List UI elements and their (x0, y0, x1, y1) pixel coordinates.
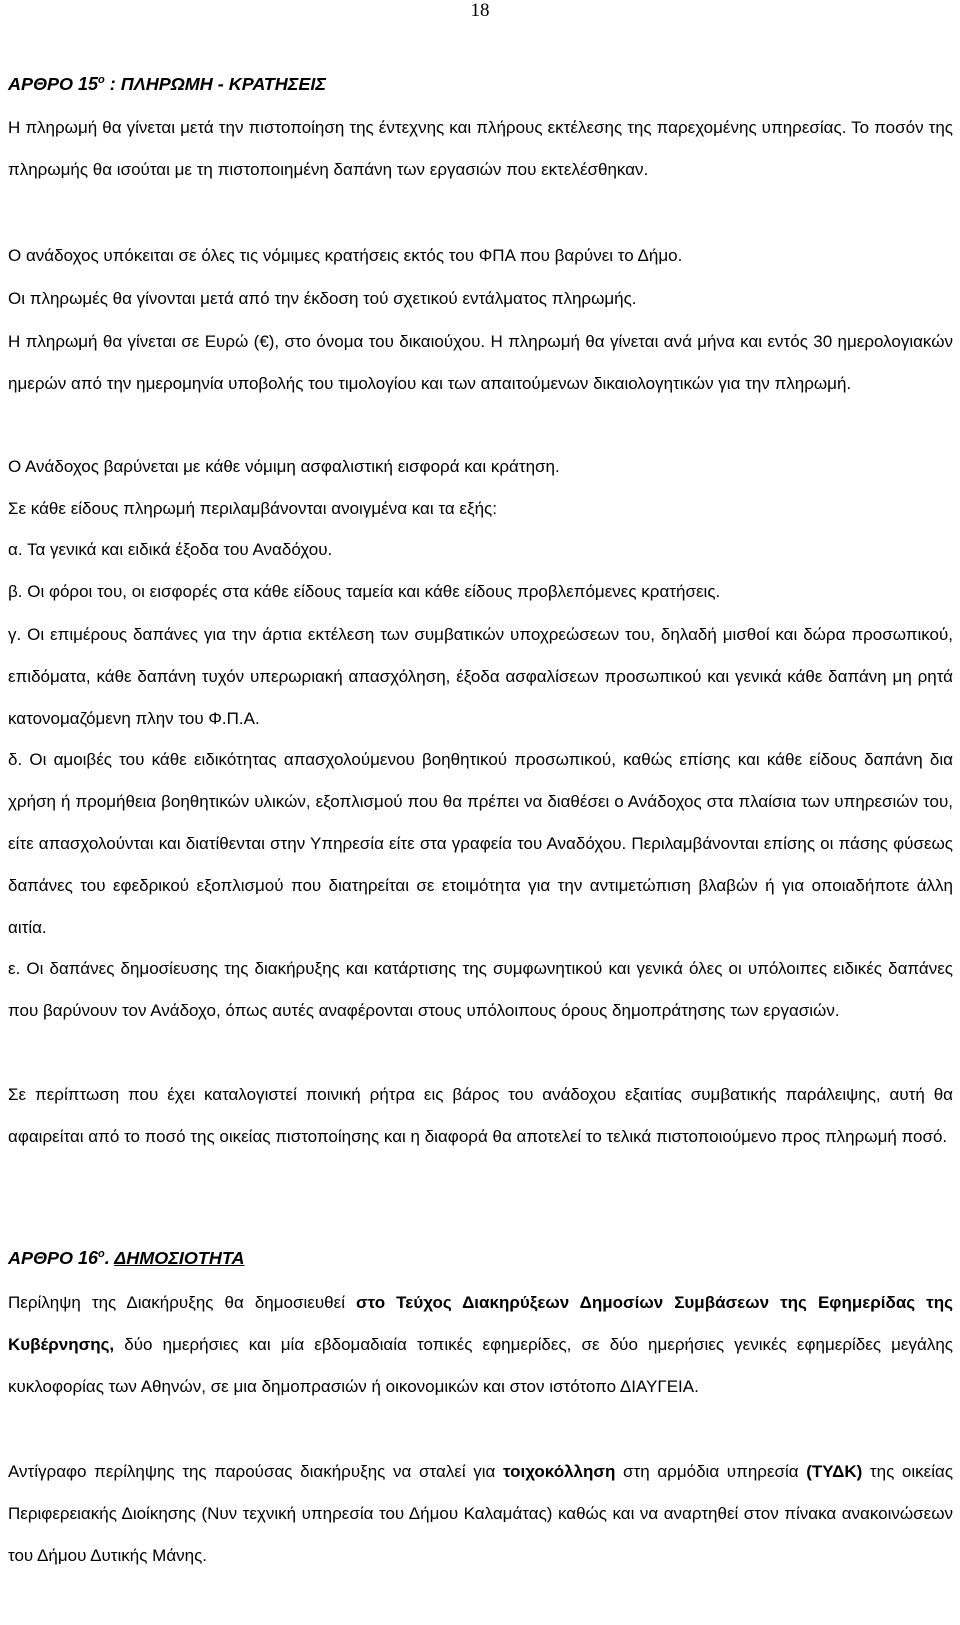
tydk-abbrev: (ΤΥΔΚ) (806, 1462, 863, 1481)
article-16-paragraph-publication: Περίληψη της Διακήρυξης θα δημοσιευθεί στο Τεύχος Διακηρύξεων Δημοσίων Συμβάσεων της Εφημερίδας της Κυβέρνησης, δύο ημερήσιες και μία εβδομαδιαία τοπικές εφημερίδες, σε δύο ημερήσιες γενικές εφημερίδες μεγάλης κυκλοφορίας των Αθηνών, σε μια δημοπρασιών ή οικονομικών και στον ιστότοπο ΔΙΑΥΓΕΙΑ. (8, 1293, 953, 1396)
posting-term: τοιχοκόλληση (503, 1462, 616, 1481)
article-15-item-a: α. Τα γενικά και ειδικά έξοδα του Αναδόχου. (8, 540, 333, 559)
article-15-paragraph-contribution: Ο Ανάδοχος βαρύνεται με κάθε νόμιμη ασφαλιστική εισφορά και κράτηση. (8, 457, 560, 476)
article-15-paragraph-currency: Η πληρωμή θα γίνεται σε Ευρώ (€), στο όνομα του δικαιούχου. Η πληρωμή θα γίνεται ανά μήνα και εντός 30 ημερολογιακών ημερών από την ημερομηνία υποβολής του τιμολογίου και των απαιτούμενων δικαιολογητικών για την πληρωμή. (8, 332, 953, 393)
article-15-paragraph-payment: Η πληρωμή θα γίνεται μετά την πιστοποίηση της έντεχνης και πλήρους εκτέλεσης της παρεχομένης υπηρεσίας. Το ποσόν της πληρωμής θα ισούται με τη πιστοποιημένη δαπάνη των εργασιών που εκτελέσθηκαν. (8, 118, 953, 179)
article-15-paragraph-deductions: Ο ανάδοχος υπόκειται σε όλες τις νόμιμες κρατήσεις εκτός του ΦΠΑ που βαρύνει το Δήμο. (8, 246, 683, 265)
article-15-item-c: γ. Οι επιμέρους δαπάνες για την άρτια εκτέλεση των συμβατικών υποχρεώσεων του, δηλαδή μισθοί και δώρα προσωπικού, επιδόματα, κάθε δαπάνη τυχόν υπερωριακή απασχόληση, έξοδα ασφαλίσεων προσωπικού και γενικά κάθε δαπάνη μη ρητά κατονομαζόμενη πλην του Φ.Π.Α. (8, 625, 953, 728)
article-15-paragraph-penalty: Σε περίπτωση που έχει καταλογιστεί ποινική ρήτρα εις βάρος του ανάδοχου εξαιτίας συμβατικής παράλειψης, αυτή θα αφαιρείται από το ποσό της οικείας πιστοποίησης και η διαφορά θα αποτελεί το τελικά πιστοποιούμενο προς πληρωμή ποσό. (8, 1085, 953, 1146)
article-16-heading: ΑΡΘΡΟ $16^o$. ΔΗΜΟΣΙΟΤΗΤΑ (8, 1248, 245, 1268)
article-15-item-b: β. Οι φόροι του, οι εισφορές στα κάθε είδους ταμεία και κάθε είδους προβλεπόμενες κρατήσεις. (8, 582, 721, 601)
article-15-paragraph-warrant: Οι πληρωμές θα γίνονται μετά από την έκδοση τού σχετικού εντάλματος πληρωμής. (8, 289, 637, 308)
article-15-item-d: δ. Οι αμοιβές του κάθε ειδικότητας απασχολούμενου βοηθητικού προσωπικού, καθώς επίσης και κάθε είδους δαπάνη δια χρήση ή προμήθεια βοηθητικών υλικών, εξοπλισμού που θα πρέπει να διαθέσει ο Ανάδοχος στα πλαίσια των υπηρεσιών του, είτε απασχολούνται και διατίθενται στην Υπηρεσία είτε στα γραφεία του Αναδόχου. Περιλαμβάνονται επίσης οι πάσης φύσεως δαπάνες του εφεδρικού εξοπλισμού που διατηρείται σε ετοιμότητα για την αντιμετώπιση βλαβών ή για οποιαδήποτε άλλη αιτία. (8, 750, 953, 937)
article-16-paragraph-posting: Αντίγραφο περίληψης της παρούσας διακήρυξης να σταλεί για τοιχοκόλληση στη αρμόδια υπηρεσία (ΤΥΔΚ) της οικείας Περιφερειακής Διοίκησης (Νυν τεχνική υπηρεσία του Δήμου Καλαμάτας) καθώς και να αναρτηθεί στον πίνακα ανακοινώσεων του Δήμου Δυτικής Μάνης. (8, 1462, 954, 1565)
article-15-item-e: ε. Οι δαπάνες δημοσίευσης της διακήρυξης και κατάρτισης της συμφωνητικού και γενικά όλες οι υπόλοιπες ειδικές δαπάνες που βαρύνουν τον Ανάδοχο, όπως αυτές αναφέρονται στους υπόλοιπους όρους δημοπράτησης των εργασιών. (8, 959, 953, 1020)
gazette-reference: στο Τεύχος Διακηρύξεων Δημοσίων Συμβάσεων της Εφημερίδας της Κυβέρνησης, (8, 1293, 953, 1354)
page-number: 18 (470, 0, 490, 21)
article-15-paragraph-includes: Σε κάθε είδους πληρωμή περιλαμβάνονται ανοιγμένα και τα εξής: (8, 499, 497, 518)
article-15-heading: ΑΡΘΡΟ $15^o$ : ΠΛΗΡΩΜΗ - ΚΡΑΤΗΣΕΙΣ (8, 74, 327, 94)
